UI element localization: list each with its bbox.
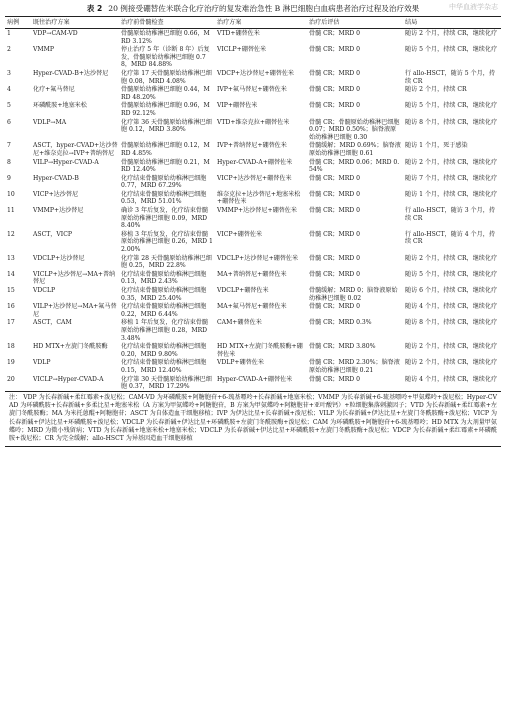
table-cell: VICLP+硼替佐米 — [217, 46, 267, 54]
table-cell: 7 — [7, 142, 11, 150]
table-cell: 随访 1 个月，持续 CR，继续化疗 — [405, 190, 498, 198]
table-cell: 14 — [7, 270, 15, 278]
table-cell: 骨髓 CR；MRD 0 — [309, 303, 360, 311]
table-cell: VICLP+达沙替尼→MA+普纳替尼 — [33, 270, 116, 286]
header-row — [5, 17, 501, 29]
table-cell: 随访 7 个月，持续 CR，继续化疗 — [405, 174, 498, 182]
table-cell: ASCT，CAM — [33, 319, 72, 327]
table-cell: 确诊 3 年后复发，化疗结束骨髓原始幼稚淋巴细胞 0.09，MRD 8.40% — [121, 207, 208, 230]
table-cell: 随访 6 个月，持续 CR，继续化疗 — [405, 287, 498, 294]
table-cell: Hyper-CVAD-A+硼替佐米 — [217, 375, 293, 383]
table-cell: 随访 2 个月，持续 CR，继续化疗 — [405, 30, 498, 37]
table-cell: VMMP — [33, 46, 54, 54]
table-cell: 随访 8 个月，持续 CR，继续化疗 — [405, 118, 498, 126]
table-cell: 1 — [7, 30, 11, 37]
table-cell: HD MTX+左旋门冬酰胺酶 — [33, 343, 108, 351]
table-cell: 17 — [7, 319, 15, 327]
table-cell: 3 — [7, 69, 11, 77]
table-cell: VMMP+达沙替尼+硼替佐米 — [217, 207, 297, 215]
table-cell: IVP+普纳替尼+硼替佐米 — [217, 142, 287, 150]
table-cell: VICP+达沙替尼 — [33, 190, 79, 198]
table-cell: VDP→CAM-VD — [33, 30, 78, 37]
table-cell: VICP+硼替佐米 — [217, 230, 263, 238]
table-cell: 18 — [7, 343, 15, 351]
table-cell: 化疗+氟马替尼 — [33, 86, 75, 94]
table-cell: 环磷酰胺+地塞米松 — [33, 102, 87, 110]
table-cell: 骨髓 CR；MRD 0 — [309, 207, 360, 215]
table-cell: 骨髓 CR；MRD 0 — [309, 86, 360, 94]
table-cell: 9 — [7, 174, 11, 182]
column-header: 病例 — [7, 18, 20, 26]
table-cell: ASCT，VICP — [33, 230, 72, 238]
table-row — [5, 318, 501, 342]
table-cell: 化疗结束骨髓原始幼稚淋巴细胞 0.35，MRD 25.40% — [121, 287, 207, 302]
table-cell: 骨髓 CR；MRD 0 — [309, 230, 360, 238]
table-cell: 骨髓 CR；MRD 0.3% — [309, 319, 372, 327]
table-cell: 骨髓 CR；骨髓原始幼稚淋巴细胞 0.07；MRD 0.50%；脑脊液原始幼稚淋巴细胞 0.30 — [309, 118, 400, 141]
table-cell: 行 allo-HSCT，随访 5 个月，持续 CR — [405, 69, 495, 85]
table-cell: 化疗结束骨髓原始幼稚淋巴细胞 0.53，MRD 51.01% — [121, 190, 207, 206]
table-cell: 8 — [7, 158, 11, 166]
table-cell: 化疗结束骨髓原始幼稚淋巴细胞 0.15，MRD 12.40% — [121, 359, 207, 374]
table-cell: Hyper-CVAD-B+达沙替尼 — [33, 69, 109, 77]
table-cell: 行 allo-HSCT，随访 3 个月，持续 CR — [405, 207, 495, 222]
table-row — [5, 358, 501, 374]
table-row — [5, 141, 501, 157]
table-header — [5, 17, 501, 29]
table-cell: 16 — [7, 303, 15, 311]
column-header: 既往治疗方案 — [33, 18, 70, 26]
table-cell: VICLP→Hyper-CVAD-A — [33, 375, 104, 383]
table-cell: 骨髓 CR；MRD 0 — [309, 46, 360, 54]
table-cell: 化疗结束骨髓原始幼稚淋巴细胞 0.13，MRD 2.43% — [121, 270, 207, 286]
column-header: 治疗后评估 — [309, 18, 340, 26]
table-cell: ASCT，hyper-CVAD+达沙替尼+维奈克拉→IVP+普纳替尼 — [33, 142, 118, 157]
column-header: 治疗方案 — [217, 18, 242, 26]
table-cell: 化疗第 30 天骨髓原始幼稚淋巴细胞 0.37，MRD 17.29% — [121, 375, 212, 391]
table-cell: 化疗结束骨髓原始幼稚淋巴细胞 0.77，MRD 67.29% — [121, 174, 207, 190]
table-cell: 13 — [7, 254, 15, 262]
table-cell: Hyper-CVAD-B — [33, 174, 79, 182]
table-cell: VMMP+达沙替尼 — [33, 207, 84, 215]
table-cell: 骨髓 CR；MRD 0 — [309, 375, 360, 383]
table-cell: 11 — [7, 207, 15, 215]
table-cell: 骨髓原始幼稚淋巴细胞 0.66，MRD 3.12% — [121, 30, 210, 45]
table-cell: 骨髓 CR；MRD 0 — [309, 174, 360, 182]
table-row — [5, 101, 501, 117]
table-cell: 10 — [7, 190, 15, 198]
table-cell: 行 allo-HSCT，随访 4 个月，持续 CR — [405, 230, 495, 246]
table-cell: CAM+硼替佐米 — [217, 319, 262, 327]
table-row — [5, 174, 501, 190]
table-cell: 骨髓 CR；MRD 0 — [309, 102, 360, 110]
table-row — [5, 254, 501, 270]
table-row — [5, 85, 501, 101]
table-cell: 骨髓 CR；MRD 3.80% — [309, 343, 376, 351]
table-cell: 骨髓 CR；MRD 0 — [309, 30, 360, 37]
table-cell: 骨髓 CR；MRD 0 — [309, 270, 360, 278]
footnote-label: 注： — [9, 393, 22, 401]
table-cell: 维奈克拉+达沙替尼+地塞米松+硼替佐米 — [217, 190, 301, 206]
table-cell: 19 — [7, 359, 15, 367]
table-cell: MA+普纳替尼+硼替佐米 — [217, 270, 287, 278]
table-cell: VDCP+达沙替尼+硼替佐米 — [217, 69, 295, 77]
table-row — [5, 302, 501, 318]
table-cell: 15 — [7, 287, 15, 294]
table-cell: 化疗结束骨髓原始幼稚淋巴细胞 0.22，MRD 6.44% — [121, 303, 207, 318]
caption-text: 20 例接受硼替佐米联合化疗治疗的复发难治急性 B 淋巴细胞白血病患者治疗过程及治疗效果 — [108, 4, 420, 13]
table-cell: VTD+硼替佐米 — [217, 30, 260, 37]
footnote-text: VDP 为长春新碱+柔红霉素+泼尼松；CAM-VD 为环磷酰胺+阿糖胞苷+6-巯基嘌呤+长春新碱+地塞米松；VMMP 为长春新碱+6-巯基嘌呤+甲氨蝶呤+泼尼松；Hyper-CVAD 为环磷酰胺+长春新碱+多柔比星+地塞米松（A 方案为甲氨蝶呤+阿糖胞苷，B 方案为甲氨蝶呤+阿糖胞苷+亚叶酸钙）+粒细胞集落刺激因子；VTD 为长春新碱+柔红霉素+左旋门冬酰胺酶；MA 为米托蒽醌+阿糖胞苷；ASCT 为自体造血干细胞移植；IVP 为伊达比星+长春新碱+泼尼松；VILP 为长春新碱+伊达比星+左旋门冬酰胺酶+泼尼松；VICP 为长春新碱+伊达比星+环磷酰胺+泼尼松；VDCLP 为长春新碱+伊达比星+环磷酰胺+左旋门冬酰胺酶+泼尼松；CAM 为环磷酰胺+阿糖胞苷+6-巯基嘌呤；HD MTX 为大剂量甲氨蝶呤；MRD 为微小残留病；VTD 为长春新碱+地塞米松+地塞米松；VDCLP 为长春新碱+伊达比星+环磷酰胺+左旋门冬酰胺酶+泼尼松；VDCP 为长春新碱+柔红霉素+环磷酰胺+泼尼松；CR 为完全缓解；allo-HSCT 为异基因造血干细胞移植 — [9, 393, 497, 443]
table-cell: VILP+达沙替尼→MA+氟马替尼 — [33, 303, 117, 318]
table-cell: 12 — [7, 230, 15, 238]
table-cell: 化疗第 36 天骨髓原始幼稚淋巴细胞 0.12，MRD 3.80% — [121, 118, 212, 134]
table-cell: 2 — [7, 46, 11, 54]
table-cell: 化疗第 28 天骨髓原始幼稚淋巴细胞 0.25，MRD 22.8% — [121, 254, 212, 270]
table-row — [5, 206, 501, 230]
table-cell: VDLP — [33, 359, 51, 367]
table-cell: 骨髓 CR；MRD 0 — [309, 69, 360, 77]
table-cell: IVP+氟马替尼+硼替佐米 — [217, 86, 287, 94]
table-cell: 随访 1 个月，死于感染 — [405, 142, 468, 150]
table-cell: 骨髓缓解；MRD 0；脑脊液原始幼稚淋巴细胞 0.02 — [309, 287, 398, 302]
table-cell: 移植 1 年后复发，化疗结束骨髓原始幼稚淋巴细胞 0.28，MRD 3.48% — [121, 319, 208, 342]
table-cell: VDLP→MA — [33, 118, 67, 126]
table-cell: 随访 2 个月，持续 CR，继续化疗 — [405, 359, 498, 367]
table-cell: HD MTX+左旋门冬酰胺酶+硼替佐米 — [217, 343, 303, 358]
table-cell: VDCLP+达沙替尼 — [33, 254, 85, 262]
table-cell: 随访 4 个月，持续 CR，继续化疗 — [405, 303, 498, 311]
table-row — [5, 342, 501, 358]
table-cell: 随访 4 个月，持续 CR，继续化疗 — [405, 375, 498, 383]
table-cell: 随访 2 个月，持续 CR，继续化疗 — [405, 158, 498, 166]
table-cell: VTD+维奈克拉+硼替佐米 — [217, 118, 290, 126]
table-row — [5, 118, 501, 142]
table-footnote — [5, 392, 501, 447]
table-cell: 骨髓原始幼稚淋巴细胞 0.12，MRD 4.85% — [121, 142, 210, 157]
table-cell: 随访 2 个月，持续 CR，继续化疗 — [405, 343, 498, 351]
table-cell: VILP→Hyper-CVAD-A — [33, 158, 99, 166]
table-cell: 骨髓 CR；MRD 0 — [309, 190, 360, 198]
table-cell: 随访 2 个月，持续 CR — [405, 86, 467, 94]
table-cell: 随访 5 个月，持续 CR，继续化疗 — [405, 46, 498, 54]
table-cell: 骨髓原始幼稚淋巴细胞 0.96，MRD 92.12% — [121, 102, 210, 117]
table-cell: 随访 5 个月，持续 CR，继续化疗 — [405, 270, 498, 278]
table-cell: 骨髓 CR；MRD 0.06；MRD 0.54% — [309, 158, 400, 174]
results-table — [5, 16, 501, 392]
table-cell: MA+氟马替尼+硼替佐米 — [217, 303, 287, 311]
table-cell: 骨髓缓解；MRD 0.69%；脑脊液原始幼稚淋巴细胞 0.61 — [309, 142, 401, 157]
table-cell: VDCLP+硼替佐米 — [217, 287, 269, 294]
table-row — [5, 158, 501, 174]
table-cell: 化疗第 17 天骨髓原始幼稚淋巴细胞 0.08，MRD 4.08% — [121, 69, 212, 85]
table-cell: 停止治疗 5 年（诊断 8 年）后复发，骨髓原始幼稚淋巴细胞 0.78，MRD 84.88% — [121, 46, 210, 69]
table-cell: 随访 8 个月，持续 CR，继续化疗 — [405, 319, 498, 327]
table-row — [5, 69, 501, 85]
table-row — [5, 29, 501, 46]
table-cell: VDCLP+达沙替尼+硼替佐米 — [217, 254, 299, 262]
table-cell: VICP+达沙替尼+硼替佐米 — [217, 174, 292, 182]
table-body — [5, 29, 501, 392]
table-row — [5, 230, 501, 254]
table-cell: 移植 3 年后复发，化疗结束骨髓原始幼稚淋巴细胞 0.26，MRD 12.00% — [121, 230, 213, 254]
table-cell: 20 — [7, 375, 15, 383]
table-row — [5, 190, 501, 206]
table-cell: VDLP+硼替佐米 — [217, 359, 264, 367]
table-cell: VDCLP — [33, 287, 56, 294]
table-caption — [5, 4, 501, 14]
journal-watermark: 中华血液学杂志 — [449, 3, 498, 11]
table-cell: 骨髓 CR；MRD 0 — [309, 254, 360, 262]
table-cell: 化疗结束骨髓原始幼稚淋巴细胞 0.20，MRD 9.80% — [121, 343, 207, 358]
table-cell: 骨髓 CR；MRD 2.30%；脑脊液原始幼稚淋巴细胞 0.21 — [309, 359, 400, 374]
column-header: 治疗前骨髓检查 — [121, 18, 164, 26]
table-row — [5, 286, 501, 302]
table-row — [5, 45, 501, 69]
table-number: 表 2 — [86, 4, 103, 13]
table-cell: 随访 2 个月，持续 CR，继续化疗 — [405, 254, 498, 262]
table-cell: 4 — [7, 86, 11, 94]
table-cell: 随访 5 个月，持续 CR，继续化疗 — [405, 102, 498, 110]
column-header: 结局 — [405, 18, 418, 26]
table-row — [5, 270, 501, 286]
table-cell: 骨髓原始幼稚淋巴细胞 0.44，MRD 48.20% — [121, 86, 210, 101]
table-cell: 5 — [7, 102, 11, 110]
table-cell: 6 — [7, 118, 11, 126]
table-cell: VIP+硼替佐米 — [217, 102, 258, 110]
table-row — [5, 375, 501, 392]
table-cell: 骨髓原始幼稚淋巴细胞 0.21，MRD 12.40% — [121, 158, 210, 174]
table-cell: Hyper-CVAD-A+硼替佐米 — [217, 158, 293, 166]
